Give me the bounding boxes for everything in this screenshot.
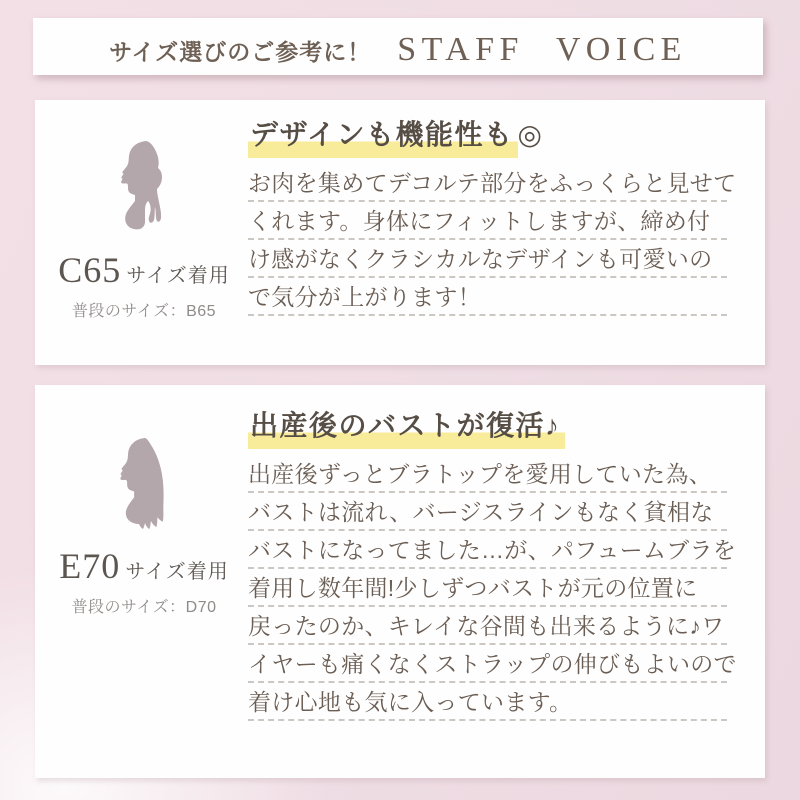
review-title-1 xyxy=(248,121,727,149)
section-header-banner xyxy=(33,18,763,75)
banner-subtitle: サイズ選びのご参考に！ xyxy=(109,39,372,65)
woman-ponytail-silhouette-icon xyxy=(35,138,253,236)
review-line: 出産後ずっとブラトップを愛用していた為、 xyxy=(248,455,727,493)
wearing-size-value: E70 xyxy=(59,546,121,586)
review-title-highlight: 出産後のバストが復活♪ xyxy=(248,410,565,449)
wearing-size-label: サイズ着用 xyxy=(125,561,229,583)
review-line: イヤーも痛くなくストラップの伸びもよいので xyxy=(248,645,727,683)
review-title-2 xyxy=(248,412,727,440)
usual-size-2: 普段のサイズ：D70 xyxy=(71,599,217,616)
reviewer-profile-2 xyxy=(35,435,253,617)
review-line: お肉を集めてデコルテ部分をふっくらと見せて xyxy=(248,164,727,202)
review-text-1 xyxy=(248,164,737,316)
review-body-1 xyxy=(248,119,737,316)
wearing-size-label: サイズ着用 xyxy=(126,265,230,287)
reviewer-profile-1 xyxy=(35,138,253,321)
review-line: 着用し数年間!少しずつバストが元の位置に xyxy=(248,569,727,607)
review-body-2 xyxy=(248,410,737,721)
review-line: バストになってました…が、パフュームブラを xyxy=(248,531,727,569)
review-line: け感がなくクラシカルなデザインも可愛いの xyxy=(248,240,727,278)
review-line: で気分が上がります！ xyxy=(248,278,727,316)
review-line: 戻ったのか、キレイな谷間も出来るように♪ワ xyxy=(248,607,727,645)
wearing-size-1 xyxy=(35,249,253,291)
usual-size-1: 普段のサイズ：B65 xyxy=(71,303,217,320)
review-title-highlight: デザインも機能性も xyxy=(248,119,518,158)
review-line: バストは流れ、バージスラインもなく貧相な xyxy=(248,493,727,531)
review-title-mark: ◎ xyxy=(517,119,544,150)
banner-title: STAFF VOICE xyxy=(397,31,687,68)
woman-long-hair-silhouette-icon xyxy=(35,435,253,532)
staff-voice-card-1 xyxy=(35,100,765,365)
review-line: 着け心地も気に入っています。 xyxy=(248,683,727,721)
wearing-size-2 xyxy=(35,545,253,587)
staff-voice-card-2 xyxy=(35,385,765,778)
review-text-2 xyxy=(248,455,737,721)
wearing-size-value: C65 xyxy=(58,250,122,290)
review-line: くれます。身体にフィットしますが、締め付 xyxy=(248,202,727,240)
